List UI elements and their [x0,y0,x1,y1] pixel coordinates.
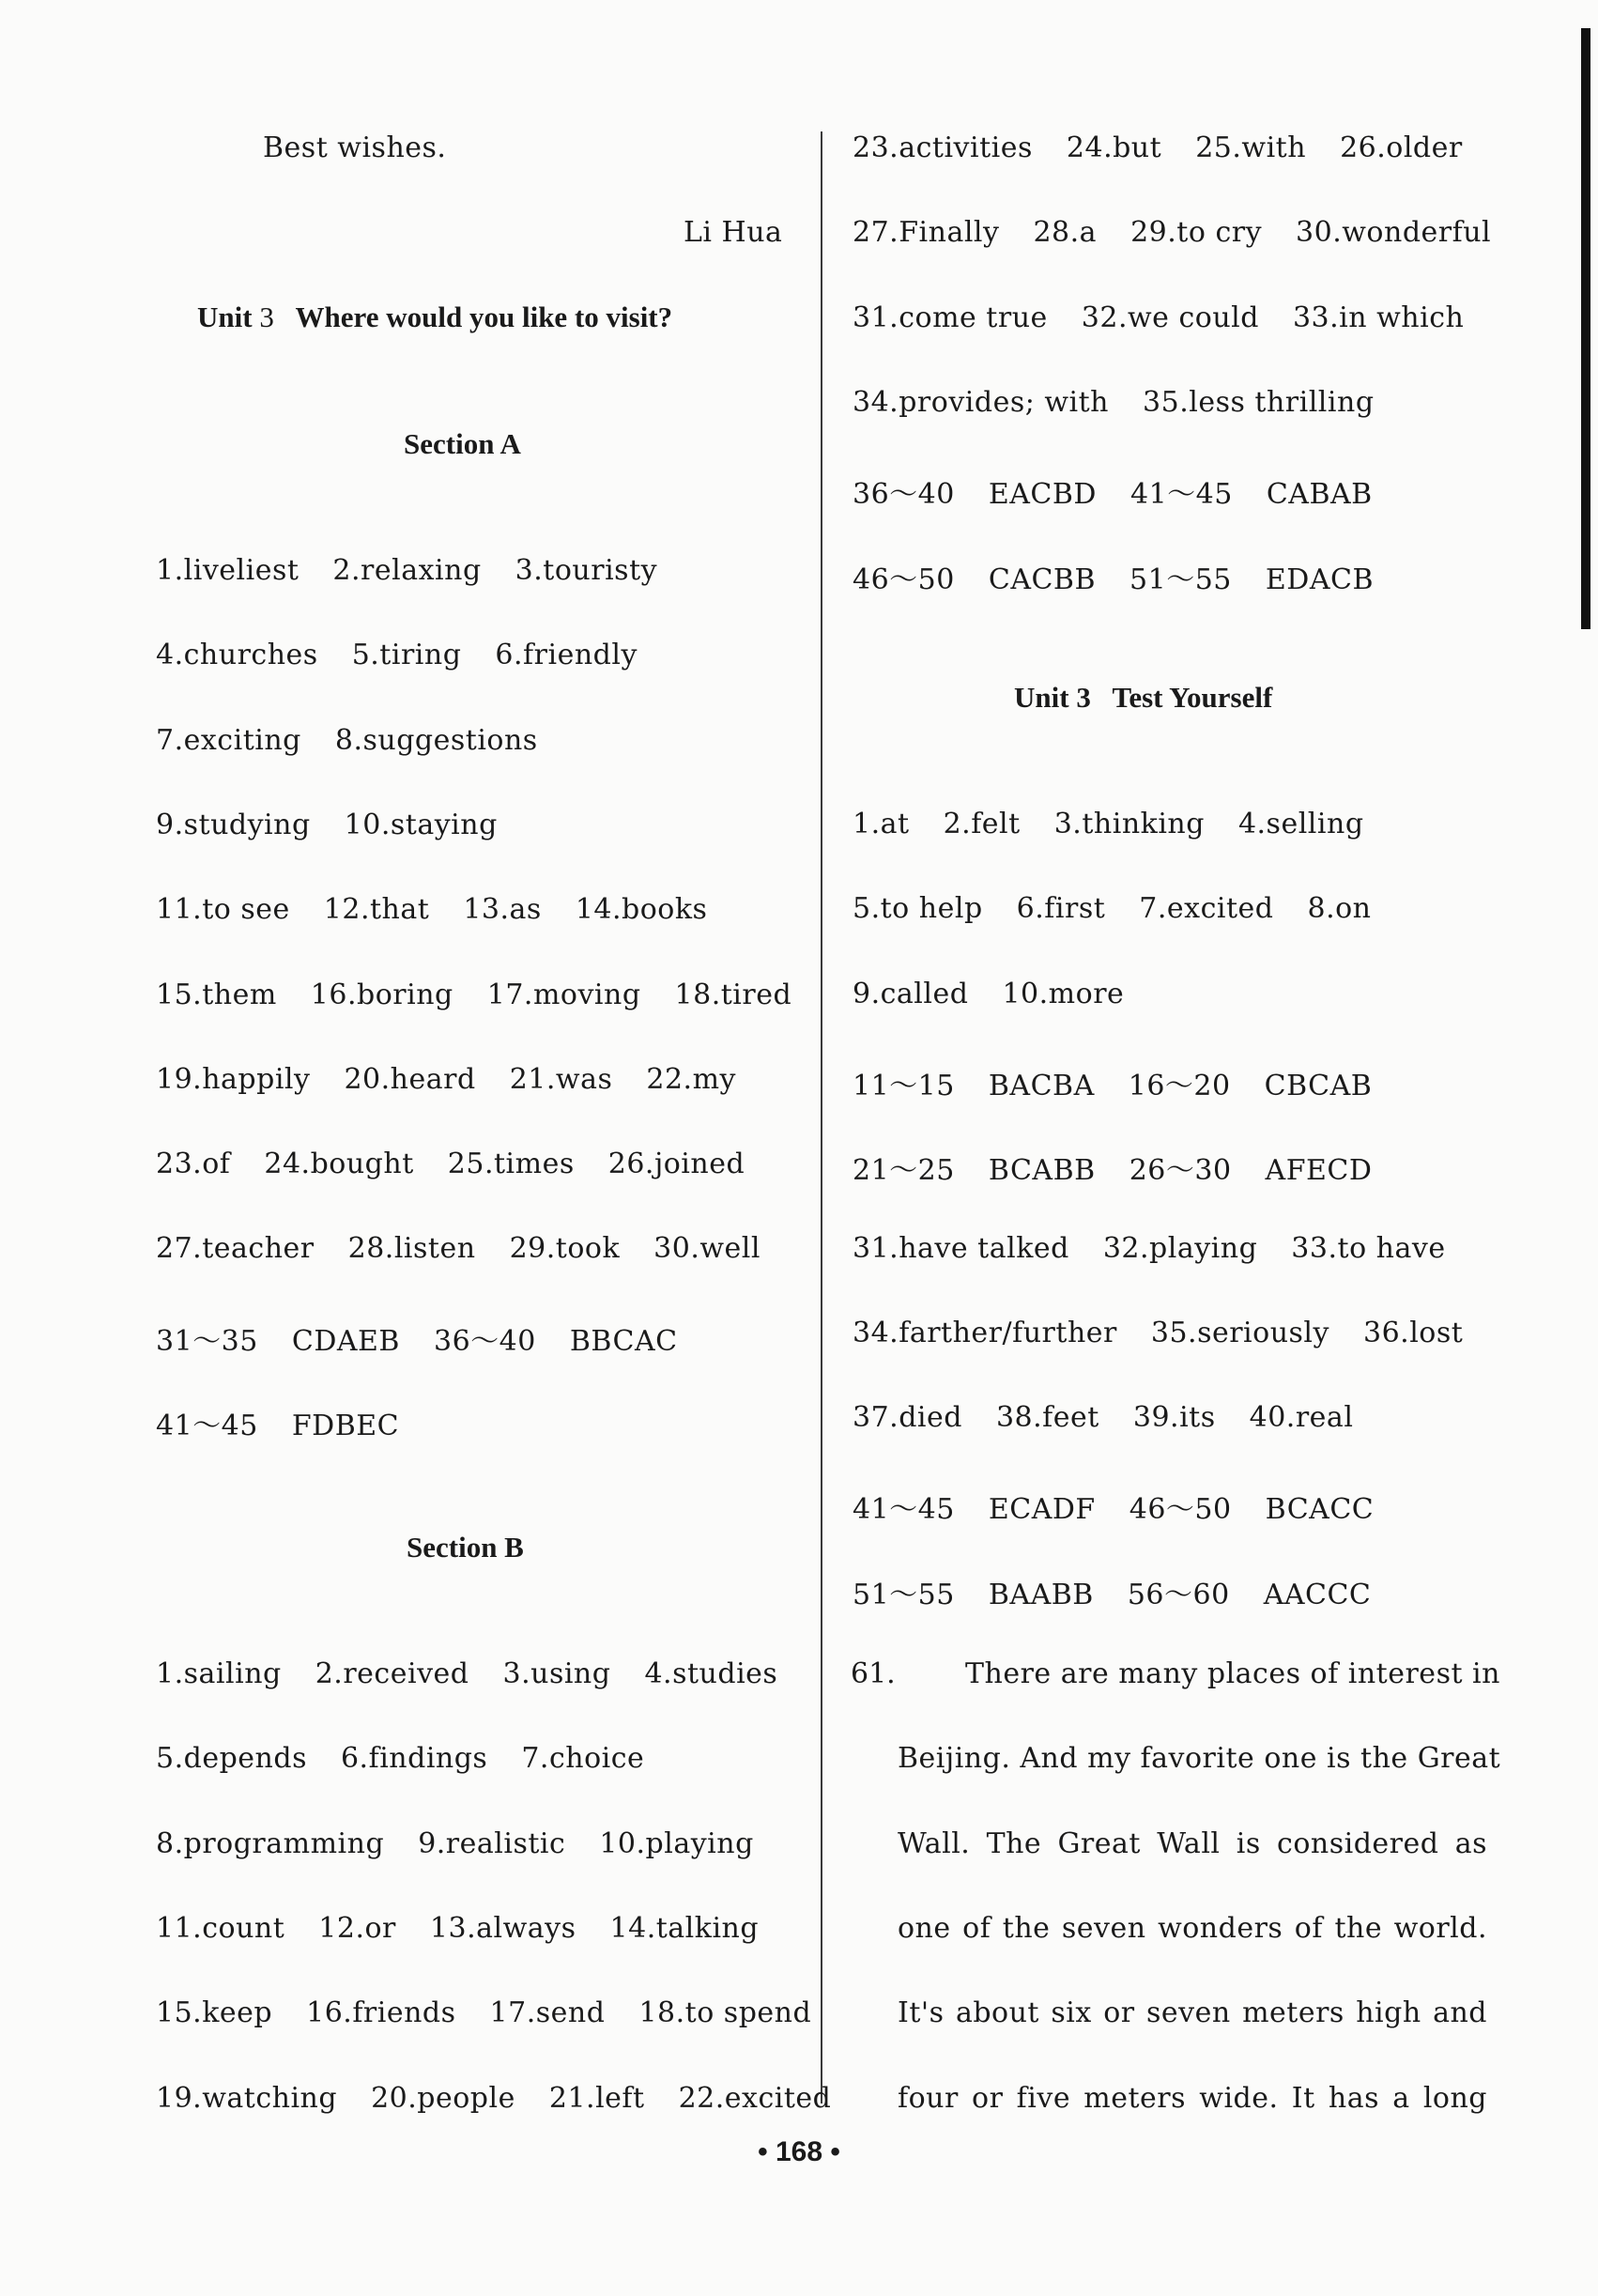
essay-number: 61. [851,1657,896,1690]
answer-item: CABAB [1266,478,1373,512]
answer-item: 29.took [509,1232,621,1266]
answer-item: 40.real [1249,1401,1354,1435]
answer-item: 4.selling [1237,808,1364,840]
answer-item: 17.send [489,1996,606,2030]
answer-item: 18.tired [674,978,792,1011]
answer-item: 22.excited [678,2081,832,2115]
answer-item: 11.count [156,1911,285,1945]
page-edge-bar [1581,28,1590,629]
answer-item: 11～15 [853,1069,955,1102]
answer-item: 15.keep [156,1996,273,2030]
answer-item: 12.that [323,893,430,927]
answer-item: EACBD [988,478,1097,512]
section-b-line [156,1827,788,1860]
answer-item: 22.my [646,1062,736,1096]
answer-item: 35.less thrilling [1143,385,1375,419]
answer-item: 23.of [156,1148,231,1181]
answer-item: 8.on [1307,892,1372,926]
essay-line: Beijing. And my favorite one is the Great [898,1742,1501,1776]
answer-item: 6.first [1016,892,1106,926]
answer-item: 9.studying [156,808,311,841]
answer-item: 38.feet [995,1401,1099,1435]
right-top-line [853,556,1407,597]
essay-line: Wall. The Great Wall is considered as [898,1826,1487,1860]
answer-item: 8.programming [156,1826,385,1860]
answer-item: 5.tiring [351,639,462,672]
section-a-line [156,1402,433,1443]
answer-item: 39.its [1132,1401,1216,1435]
answer-item: 18.to spend [638,1996,812,2030]
right-top-line [853,131,1497,164]
test-yourself-line [853,1062,1406,1103]
answer-item: CBCAB [1264,1069,1373,1102]
essay-line: It's about six or seven meters high and [898,1996,1487,2030]
answer-item: 11.to see [156,893,290,927]
answer-item: 36.lost [1362,1316,1464,1349]
answer-item: 29.to cry [1130,216,1263,250]
answer-item: 6.findings [340,1742,488,1776]
answer-item: 31～35 [156,1324,258,1358]
answer-item: CDAEB [291,1324,400,1358]
answer-item: 46～50 [1129,1493,1232,1527]
answer-item: 21.was [509,1062,613,1096]
closing: Best wishes. [263,131,447,164]
section-a-line [156,1232,794,1265]
answer-item: 8.suggestions [334,723,538,757]
section-b-line [156,1742,678,1775]
answer-item: 2.received [315,1657,469,1690]
answer-item: EDACB [1265,562,1375,596]
answer-item: 51～55 [1129,562,1232,596]
answer-item: 34.provides; with [853,385,1110,419]
answer-item: 23.activities [853,131,1033,164]
answer-item: 17.moving [486,978,641,1011]
answer-item: 3.thinking [1053,808,1205,840]
answer-item: 19.happily [156,1062,311,1096]
answer-item: 24.bought [264,1148,414,1181]
answer-item: 2.relaxing [332,554,482,587]
answer-item: 10.playing [599,1826,754,1860]
answer-item: 30.well [653,1232,761,1266]
answer-item: BBCAC [569,1324,678,1358]
answer-item: 28.listen [347,1232,476,1266]
answer-item: 7.excited [1139,892,1274,926]
answer-item: 16.friends [306,1996,456,2030]
answer-item: 5.depends [156,1742,307,1776]
answer-item: 36～40 [433,1324,536,1358]
answer-item: 4.studies [644,1657,778,1690]
answer-item: 56～60 [1127,1578,1230,1611]
answer-item: 41～45 [1129,478,1233,512]
answer-item: 13.always [429,1911,576,1945]
answer-item: 1.liveliest [156,554,300,587]
test-yourself-line [853,978,1158,1010]
signature: Li Hua [684,216,783,249]
answer-item: 41～45 [156,1410,258,1442]
answer-item: 25.with [1195,131,1307,164]
answer-item: 25.times [447,1148,575,1181]
answer-item: 28.a [1033,216,1098,250]
test-yourself-line [853,892,1406,925]
answer-item: 31.have talked [853,1231,1069,1265]
answer-item: BAABB [988,1578,1094,1611]
essay-line: There are many places of interest in [965,1657,1500,1690]
test-yourself-line [853,1232,1480,1265]
answer-item: 19.watching [156,2081,338,2115]
answer-item: 31.come true [853,300,1048,334]
answer-item: 51～55 [853,1578,955,1611]
essay-line: one of the seven wonders of the world. [898,1911,1487,1945]
section-a-line [156,809,531,841]
answer-item: 35.seriously [1150,1316,1329,1349]
answer-item: FDBEC [291,1410,400,1442]
answer-item: 30.wonderful [1296,216,1492,250]
test-yourself-line [853,1401,1387,1434]
answer-item: 15.them [156,978,277,1011]
answer-item: 7.exciting [156,723,301,757]
section-a-line [156,893,741,926]
answer-item: CACBB [988,562,1097,596]
answer-item: BACBA [988,1069,1095,1102]
answer-item: AACCC [1263,1578,1372,1611]
section-b-line [156,1912,792,1945]
answer-item: BCABB [988,1154,1096,1188]
answer-item: 20.heard [344,1062,476,1096]
section-a-line [156,978,825,1011]
test-yourself-line [853,1317,1497,1349]
answer-item: 26.older [1340,131,1463,164]
test-yourself-line [853,808,1398,840]
answer-item: 34.farther/further [853,1316,1117,1349]
answer-item: 37.died [853,1401,962,1435]
answer-item: 36～40 [853,478,955,512]
answer-item: 10.staying [344,808,498,841]
test-yourself-line [853,1486,1407,1527]
answer-item: 33.in which [1292,300,1465,334]
answer-item: AFECD [1265,1154,1373,1188]
section-a-line [156,1063,770,1096]
answer-item: 13.as [463,893,542,927]
answer-item: 9.called [853,977,969,1010]
answer-item: BCACC [1265,1493,1375,1527]
answer-item: 27.Finally [853,216,1000,250]
answer-item: 26～30 [1129,1154,1232,1188]
answer-item: ECADF [988,1493,1096,1527]
answer-item: 7.choice [521,1742,645,1776]
answer-item: 41～45 [853,1493,955,1527]
section-a-line [156,724,572,757]
answer-item: 27.teacher [156,1232,315,1266]
answer-item: 16～20 [1128,1069,1231,1102]
answer-item: 14.books [575,893,708,927]
answer-item: 26.joined [607,1148,745,1181]
section-b-line [156,1657,811,1690]
answer-item: 32.playing [1102,1231,1258,1265]
right-top-line [853,216,1525,249]
answer-item: 3.touristy [515,554,658,587]
answer-item: 10.more [1002,977,1125,1010]
section-a-line [156,639,671,671]
answer-item: 2.felt [943,808,1021,840]
answer-item: 1.sailing [156,1657,282,1690]
section-b-line [156,1996,845,2029]
test-yourself-heading: Unit 3 Test Yourself [1014,681,1273,714]
answer-item: 5.to help [853,892,983,926]
section-b-heading: Section B [407,1531,524,1564]
section-a-line [156,554,691,587]
answer-item: 24.but [1066,131,1162,164]
answer-item: 9.realistic [418,1826,566,1860]
answer-item: 16.boring [310,978,453,1011]
answer-item: 1.at [853,808,910,840]
answer-item: 6.friendly [495,639,638,672]
page-number: • 168 • [758,2136,840,2167]
answer-item: 20.people [371,2081,515,2115]
test-yourself-line [853,1571,1405,1612]
answer-item: 3.using [502,1657,611,1690]
right-top-line [853,301,1498,334]
answer-item: 4.churches [156,639,318,672]
answer-item: 46～50 [853,562,955,596]
answer-item: 12.or [318,1911,396,1945]
answer-item: 14.talking [609,1911,760,1945]
column-divider [821,131,822,2103]
essay-line: four or five meters wide. It has a long [898,2081,1487,2115]
section-a-line [156,1148,778,1180]
answer-item: 32.we could [1081,300,1259,334]
section-a-heading: Section A [404,427,521,460]
answer-item: 21.left [548,2081,645,2115]
unit-title: Unit 3 Where would you like to visit? [197,300,673,333]
section-a-line [156,1318,712,1359]
answer-item: 33.to have [1291,1231,1446,1265]
right-top-line [853,386,1408,419]
answer-item: 21～25 [853,1154,955,1188]
section-b-line [156,2082,865,2115]
right-top-line [853,470,1406,512]
test-yourself-line [853,1147,1406,1188]
